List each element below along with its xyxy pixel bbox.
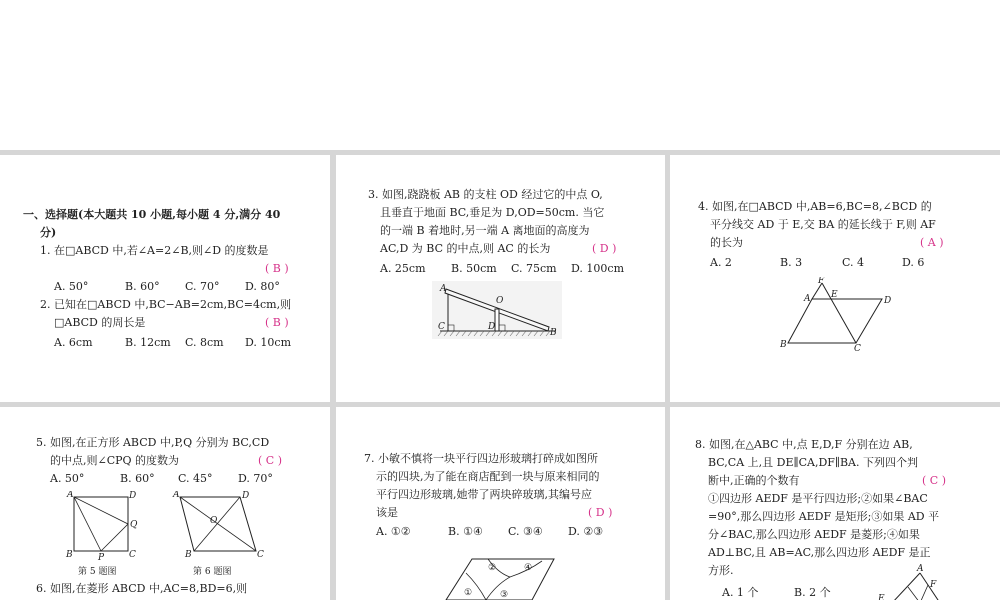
label-d: D (488, 322, 496, 332)
segment-pq (101, 524, 128, 551)
label-d: D (129, 491, 137, 501)
broken-glass-figure (436, 555, 566, 600)
q5-option-b: B. 60° (120, 472, 155, 485)
q7-text-line3: 平行四边形玻璃,她带了两块碎玻璃,其编号应 (376, 488, 592, 501)
q1-text: 1. 在□ABCD 中,若∠A=2∠B,则∠D 的度数是 (40, 244, 269, 257)
q8-text-line8: 方形. (708, 564, 734, 577)
q8-option-b: B. 2 个 (794, 586, 831, 599)
q1-option-d: D. 80° (245, 280, 280, 293)
q8-text-line7: AD⊥BC,且 AB=AC,那么四边形 AEDF 是正 (708, 546, 931, 559)
label-b: B (550, 328, 557, 338)
label-b: B (780, 340, 787, 350)
q1-option-b: B. 60° (125, 280, 160, 293)
piece-label-3: ③ (500, 590, 509, 600)
q3-option-c: C. 75cm (511, 262, 557, 275)
square-abcd (74, 497, 128, 551)
top-blank-area (0, 0, 1000, 150)
segment-aq (74, 497, 128, 524)
q2-answer: ( B ) (265, 316, 289, 329)
piece-label-2: ② (488, 563, 497, 573)
panel-q1-q2 (0, 155, 330, 402)
q3-option-b: B. 50cm (451, 262, 497, 275)
q8-option-a: A. 1 个 (722, 586, 759, 599)
square-figure (62, 491, 142, 561)
segment-fd (920, 585, 928, 600)
q1-option-a: A. 50° (54, 280, 89, 293)
caption-fig6: 第 6 题图 (193, 567, 232, 577)
panel-q3 (336, 155, 665, 402)
q4-option-b: B. 3 (780, 256, 803, 269)
q1-answer: ( B ) (265, 262, 289, 275)
q8-text-line5: =90°,那么四边形 AEDF 是矩形;③如果 AD 平 (708, 510, 940, 523)
label-a: A (917, 564, 924, 574)
q7-text-line1: 7. 小敏不慎将一块平行四边形玻璃打碎成如图所 (364, 452, 598, 465)
label-o: O (496, 296, 504, 306)
q3-text-line1: 3. 如图,跷跷板 AB 的支柱 OD 经过它的中点 O, (368, 188, 603, 201)
q7-option-a: A. ①② (376, 525, 411, 538)
label-e: E (878, 594, 885, 600)
section-heading: 一、选择题(本大题共 10 小题,每小题 4 分,满分 40 (23, 208, 281, 221)
panel-q5-q6 (0, 407, 330, 600)
panel-q7 (336, 407, 665, 600)
q8-text-line6: 分∠BAC,那么四边形 AEDF 是菱形;④如果 (708, 528, 920, 541)
label-f: F (930, 580, 937, 590)
q8-text-line3: 断中,正确的个数有 (708, 474, 800, 487)
q5-option-a: A. 50° (50, 472, 85, 485)
q3-text-line2: 且垂直于地面 BC,垂足为 D,OD=50cm. 当它 (380, 206, 605, 219)
label-p: P (98, 553, 105, 561)
q2-option-b: B. 12cm (125, 336, 171, 349)
q2-option-a: A. 6cm (54, 336, 93, 349)
label-c: C (257, 550, 264, 560)
q3-text-line4: AC,D 为 BC 的中点,则 AC 的长为 (380, 242, 551, 255)
label-b: B (185, 550, 192, 560)
label-f: F (818, 277, 825, 286)
q5-answer: ( C ) (258, 454, 282, 467)
q8-text-line4: ①四边形 AEDF 是平行四边形;②如果∠BAC (708, 492, 928, 505)
q3-option-a: A. 25cm (380, 262, 426, 275)
label-a: A (804, 294, 811, 304)
q3-text-line3: 的一端 B 着地时,另一端 A 离地面的高度为 (380, 224, 590, 237)
label-c: C (129, 550, 136, 560)
q4-text-line3: 的长为 (710, 236, 743, 249)
piece-label-1: ① (464, 588, 473, 598)
q8-answer: ( C ) (922, 474, 946, 487)
caption-fig5: 第 5 题图 (78, 567, 117, 577)
q7-option-b: B. ①④ (448, 525, 483, 538)
parallelogram-bisector-figure (780, 277, 900, 353)
q5-option-c: C. 45° (178, 472, 213, 485)
q4-option-d: D. 6 (902, 256, 925, 269)
q7-option-d: D. ②③ (568, 525, 604, 538)
q3-answer: ( D ) (592, 242, 617, 255)
label-a: A (173, 491, 180, 500)
support-od (495, 309, 499, 331)
q2-option-c: C. 8cm (185, 336, 224, 349)
q5-text-line2: 的中点,则∠CPQ 的度数为 (50, 454, 180, 467)
section-heading-cont: 分) (40, 226, 57, 239)
q7-text-line4: 该是 (376, 506, 398, 519)
label-d: D (884, 296, 892, 306)
label-c: C (854, 344, 861, 353)
q7-text-line2: 示的四块,为了能在商店配到一块与原来相同的 (376, 470, 600, 483)
q4-answer: ( A ) (920, 236, 944, 249)
q2-text-line2: □ABCD 的周长是 (54, 316, 146, 329)
panel-q8 (670, 407, 1000, 600)
rhombus-figure (170, 491, 266, 561)
q4-text-line2: 平分线交 AD 于 E,交 BA 的延长线于 F,则 AF (710, 218, 936, 231)
q2-option-d: D. 10cm (245, 336, 292, 349)
crack-line-1 (488, 559, 542, 577)
q1-option-c: C. 70° (185, 280, 220, 293)
label-b: B (66, 550, 73, 560)
q5-option-d: D. 70° (238, 472, 273, 485)
label-c: C (438, 322, 445, 332)
q7-answer: ( D ) (588, 506, 613, 519)
q3-option-d: D. 100cm (571, 262, 625, 275)
label-a: A (440, 284, 447, 294)
q8-text-line2: BC,CA 上,且 DE∥CA,DF∥BA. 下列四个判 (708, 456, 918, 469)
q8-text-line1: 8. 如图,在△ABC 中,点 E,D,F 分别在边 AB, (695, 438, 913, 451)
label-e: E (831, 290, 838, 300)
q7-option-c: C. ③④ (508, 525, 543, 538)
segment-ed (908, 587, 920, 600)
bisector-cf (822, 283, 856, 343)
q5-text-line1: 5. 如图,在正方形 ABCD 中,P,Q 分别为 BC,CD (36, 436, 270, 449)
triangle-figure (870, 563, 950, 600)
q6-text-line1: 6. 如图,在菱形 ABCD 中,AC=8,BD=6,则 (36, 582, 248, 595)
segment-ap (74, 497, 101, 551)
label-q: Q (130, 520, 138, 530)
q4-option-a: A. 2 (710, 256, 732, 269)
side-ab (892, 573, 920, 600)
seesaw-figure (432, 281, 562, 339)
panel-q4 (670, 155, 1000, 402)
piece-label-4: ④ (524, 563, 533, 573)
label-o: O (210, 516, 218, 526)
label-d: D (242, 491, 250, 501)
q4-text-line1: 4. 如图,在□ABCD 中,AB=6,BC=8,∠BCD 的 (698, 200, 932, 213)
q2-text-line1: 2. 已知在□ABCD 中,BC−AB=2cm,BC=4cm,则 (40, 298, 292, 311)
q4-option-c: C. 4 (842, 256, 865, 269)
label-a: A (67, 491, 74, 500)
